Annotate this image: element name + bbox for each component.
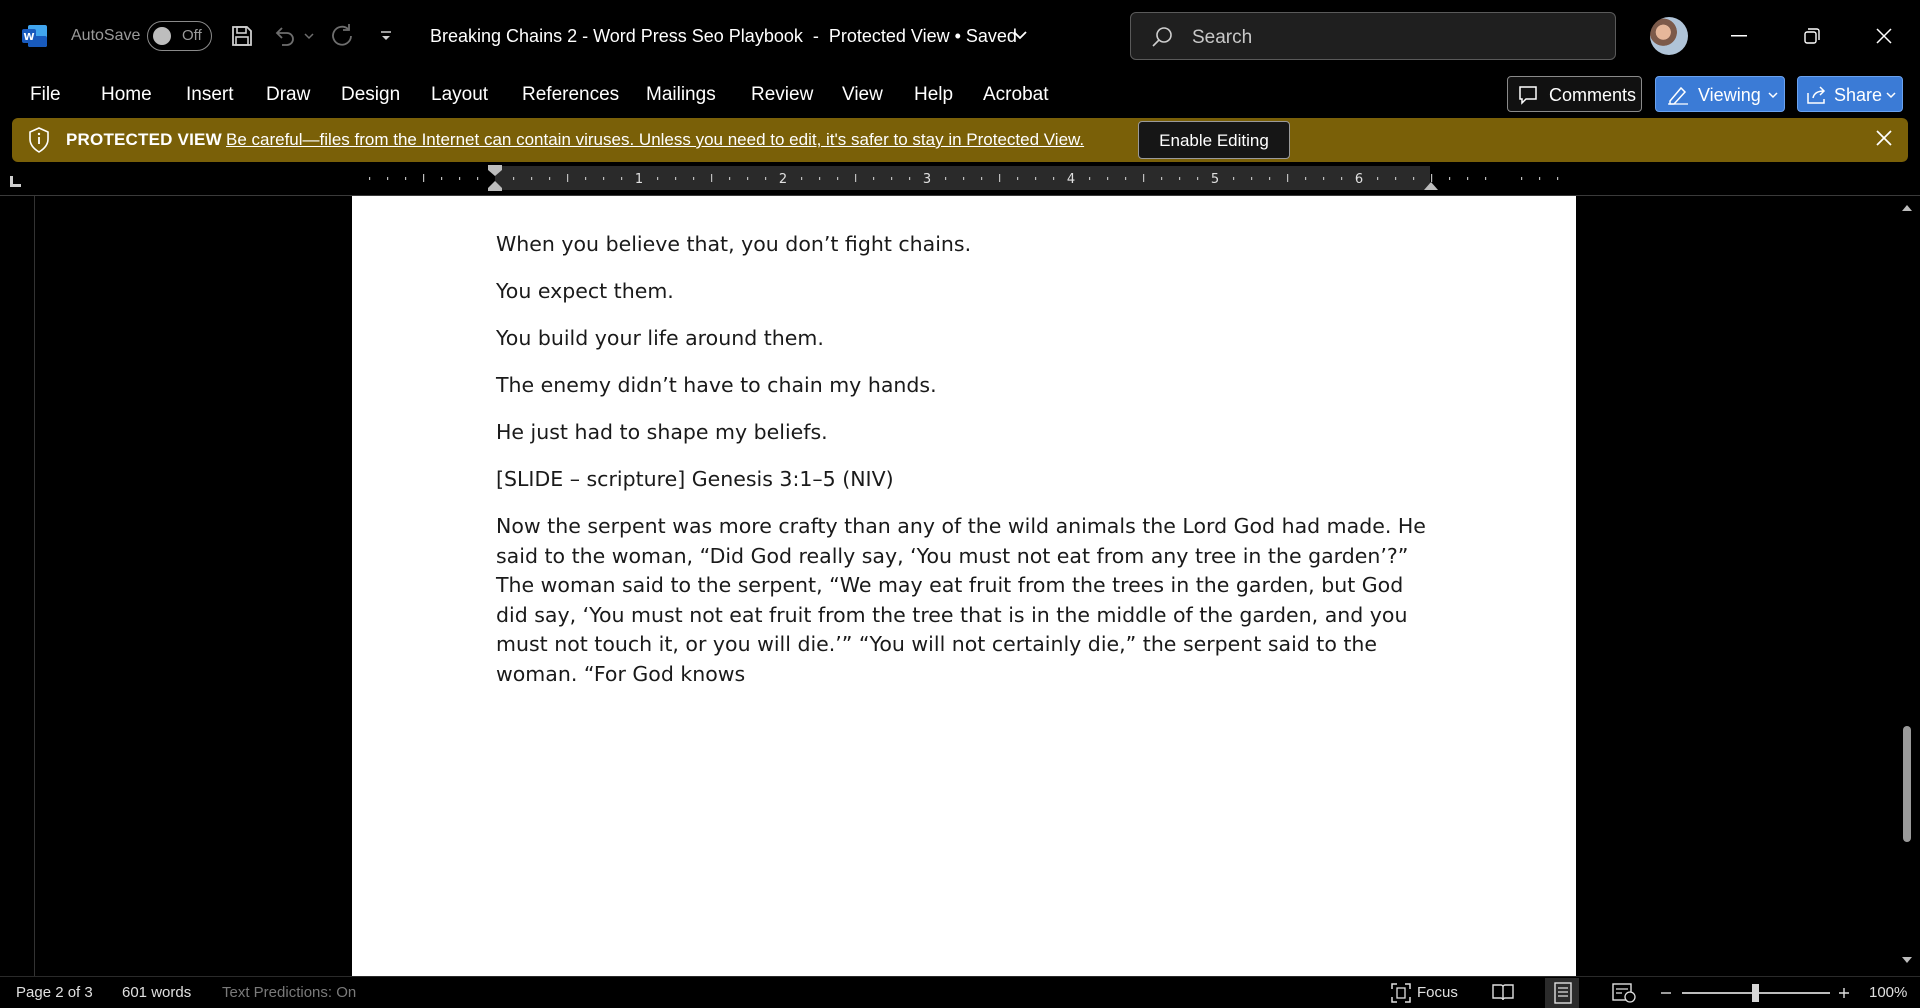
ruler-tick (1557, 177, 1558, 180)
share-button[interactable] (1797, 76, 1903, 112)
redo-icon (329, 23, 355, 49)
ruler-tick (819, 177, 820, 180)
ruler-tick (765, 177, 766, 180)
share-icon (1806, 85, 1828, 105)
ruler-tick (873, 177, 874, 180)
title-chevron-down-icon[interactable] (1013, 30, 1027, 40)
ruler-tick (1251, 177, 1252, 180)
tab-layout[interactable]: Layout (431, 84, 489, 105)
ruler-tick (1377, 177, 1378, 180)
ruler-tick (459, 177, 460, 180)
ruler-tick (1179, 177, 1180, 180)
ruler-tick (729, 177, 730, 180)
tab-references[interactable]: References (522, 84, 620, 105)
protected-view-title: PROTECTED VIEW (66, 130, 222, 149)
paragraph: [SLIDE – scripture] Genesis 3:1–5 (NIV) (496, 467, 894, 491)
zoom-slider-thumb[interactable] (1752, 984, 1759, 1002)
redo-button[interactable] (328, 20, 356, 52)
tab-insert[interactable]: Insert (186, 84, 234, 105)
ruler-tick (1053, 177, 1054, 180)
ruler-tick (1341, 177, 1342, 180)
avatar[interactable] (1650, 17, 1688, 55)
ruler-number: 4 (1066, 172, 1076, 187)
status-bar (0, 976, 1920, 1008)
ruler-scale (340, 162, 1580, 196)
ruler-number: 5 (1210, 172, 1220, 187)
web-layout-icon[interactable] (1612, 982, 1636, 1004)
tab-file[interactable]: File (30, 84, 61, 105)
paragraph: Now the serpent was more crafty than any of the wild animals the Lord God had made. He said to the woman, “Did God really say, ‘You must not eat from any tree in the garden’?” The woman said to the serpent, “We may eat fruit from the trees in the garden, but God did say, ‘You must not eat fruit from the tree that is in the middle of the garden, and you must not touch it, or you will die.’” “You will not certainly die,” the serpent said to the woman. “For God knows (496, 514, 1426, 686)
minimize-button[interactable] (1716, 14, 1762, 58)
ruler-tick (531, 177, 532, 180)
ruler-tick (675, 177, 676, 180)
print-layout-icon[interactable] (1553, 982, 1573, 1004)
tab-view[interactable]: View (842, 84, 883, 105)
scroll-thumb[interactable] (1903, 726, 1911, 842)
ruler-tick (603, 177, 604, 180)
shield-icon (28, 127, 50, 153)
ruler-tick (1449, 177, 1450, 180)
chevron-down-icon (1886, 92, 1896, 99)
ruler-tick (369, 177, 370, 180)
title-bar (0, 0, 1920, 72)
viewing-mode-button[interactable] (1655, 76, 1785, 112)
ruler-tick (891, 177, 892, 180)
word-count[interactable]: 601 words (122, 984, 192, 1001)
customize-toolbar-button[interactable] (378, 20, 394, 52)
protected-view-message[interactable]: Be careful—files from the Internet can contain viruses. Unless you need to edit, it's safer to stay in Protected View. (226, 130, 1085, 149)
ruler-tick (513, 177, 514, 180)
ruler-tick (1395, 177, 1396, 180)
zoom-level[interactable]: 100% (1869, 984, 1908, 1001)
pen-view-icon (1666, 84, 1690, 106)
undo-button[interactable] (272, 20, 298, 52)
read-mode-icon[interactable] (1492, 982, 1514, 1002)
ruler-tick (1197, 177, 1198, 180)
tab-selector[interactable] (10, 176, 21, 187)
zoom-in-icon[interactable] (1838, 987, 1850, 999)
ruler-tick (1413, 177, 1414, 180)
chevron-down-icon (304, 32, 314, 40)
share-label: Share (1834, 85, 1883, 105)
paragraph: He just had to shape my beliefs. (496, 420, 828, 444)
tab-home[interactable]: Home (101, 84, 152, 105)
zoom-out-icon[interactable] (1660, 987, 1672, 999)
ruler-tick (1287, 174, 1288, 182)
document-body (496, 230, 1426, 707)
page-count[interactable]: Page 2 of 3 (16, 984, 93, 1001)
ruler-tick (1017, 177, 1018, 180)
protected-view-bar (12, 118, 1908, 162)
restore-button[interactable] (1789, 14, 1835, 58)
customize-icon (379, 29, 393, 43)
ruler-tick (1089, 177, 1090, 180)
svg-text:W: W (23, 32, 35, 43)
save-icon (230, 24, 254, 48)
ruler-tick (747, 177, 748, 180)
vertical-scrollbar[interactable] (1898, 196, 1916, 976)
focus-icon[interactable] (1390, 982, 1412, 1004)
close-icon (1876, 28, 1892, 44)
ruler-tick (1143, 174, 1144, 182)
ruler-tick (1539, 177, 1540, 180)
tab-help[interactable]: Help (914, 84, 954, 105)
ruler-tick (1125, 177, 1126, 180)
paragraph: The enemy didn’t have to chain my hands. (496, 373, 937, 397)
comments-button[interactable] (1507, 76, 1642, 112)
document-page[interactable] (352, 196, 1576, 976)
text-predictions-status[interactable]: Text Predictions: On (222, 984, 357, 1001)
ruler-tick (477, 177, 478, 180)
close-window-button[interactable] (1861, 14, 1907, 58)
ruler-tick (441, 177, 442, 180)
paragraph: You build your life around them. (496, 326, 824, 350)
autosave-toggle[interactable] (147, 21, 212, 51)
ruler-tick (657, 177, 658, 180)
ruler-tick (981, 177, 982, 180)
ruler-tick (1467, 177, 1468, 180)
undo-icon (273, 24, 297, 48)
ruler-tick (693, 177, 694, 180)
document-title[interactable]: Breaking Chains 2 - Word Press Seo Playbook - Protected View • Saved (430, 26, 1017, 46)
scroll-down-icon[interactable] (1901, 956, 1913, 964)
ruler-tick (1323, 177, 1324, 180)
ruler-tick (1521, 177, 1522, 180)
search-icon (1151, 26, 1173, 48)
ruler-tick (621, 177, 622, 180)
ruler-tick (855, 174, 856, 182)
ruler-tick (1485, 177, 1486, 180)
ruler-tick (801, 177, 802, 180)
tab-design[interactable]: Design (341, 84, 401, 105)
ruler-tick (963, 177, 964, 180)
autosave-label: AutoSave (71, 27, 141, 44)
ruler-number: 3 (922, 172, 932, 187)
word-logo-icon (22, 24, 48, 48)
ruler-tick (1035, 177, 1036, 180)
tab-mailings[interactable]: Mailings (646, 84, 716, 105)
ruler-tick (999, 174, 1000, 182)
minimize-icon (1731, 35, 1747, 37)
horizontal-ruler (0, 162, 1920, 196)
enable-editing-button[interactable] (1138, 121, 1290, 159)
ruler-number: 6 (1354, 172, 1364, 187)
ruler-number: 1 (634, 172, 644, 187)
focus-label[interactable]: Focus (1417, 984, 1458, 1001)
ruler-tick (585, 177, 586, 180)
restore-icon (1804, 28, 1820, 44)
close-bar-icon[interactable] (1876, 130, 1892, 146)
ruler-tick (909, 177, 910, 180)
search-box[interactable] (1130, 12, 1616, 60)
ruler-tick (1233, 177, 1234, 180)
ruler-tick (387, 177, 388, 180)
ruler-number: 2 (778, 172, 788, 187)
tab-draw[interactable]: Draw (266, 84, 311, 105)
paragraph: When you believe that, you don’t fight chains. (496, 232, 972, 256)
ruler-tick (549, 177, 550, 180)
comment-icon (1518, 85, 1538, 105)
indent-marker[interactable] (488, 165, 502, 191)
ruler-tick (711, 174, 712, 182)
viewing-label: Viewing (1698, 85, 1761, 105)
ruler-tick (423, 174, 424, 182)
chevron-down-icon (1768, 92, 1778, 99)
right-indent-marker[interactable] (1424, 182, 1438, 190)
undo-dropdown[interactable] (302, 20, 316, 52)
enable-editing-label: Enable Editing (1159, 131, 1269, 150)
toggle-knob (153, 27, 171, 45)
ruler-tick (1161, 177, 1162, 180)
scroll-up-icon[interactable] (1901, 204, 1913, 212)
ruler-tick (1305, 177, 1306, 180)
tab-acrobat[interactable]: Acrobat (983, 84, 1049, 105)
vertical-ruler-edge (34, 196, 35, 976)
comments-label: Comments (1549, 85, 1637, 105)
save-button[interactable] (228, 20, 256, 52)
ruler-tick (1431, 174, 1432, 182)
ruler-tick (405, 177, 406, 180)
ruler-tick (1269, 177, 1270, 180)
search-placeholder: Search (1192, 27, 1253, 48)
ruler-tick (567, 174, 568, 182)
ruler-tick (1107, 177, 1108, 180)
paragraph: You expect them. (496, 279, 674, 303)
ruler-tick (837, 177, 838, 180)
autosave-state: Off (182, 27, 202, 44)
ruler-tick (945, 177, 946, 180)
tab-review[interactable]: Review (751, 84, 814, 105)
